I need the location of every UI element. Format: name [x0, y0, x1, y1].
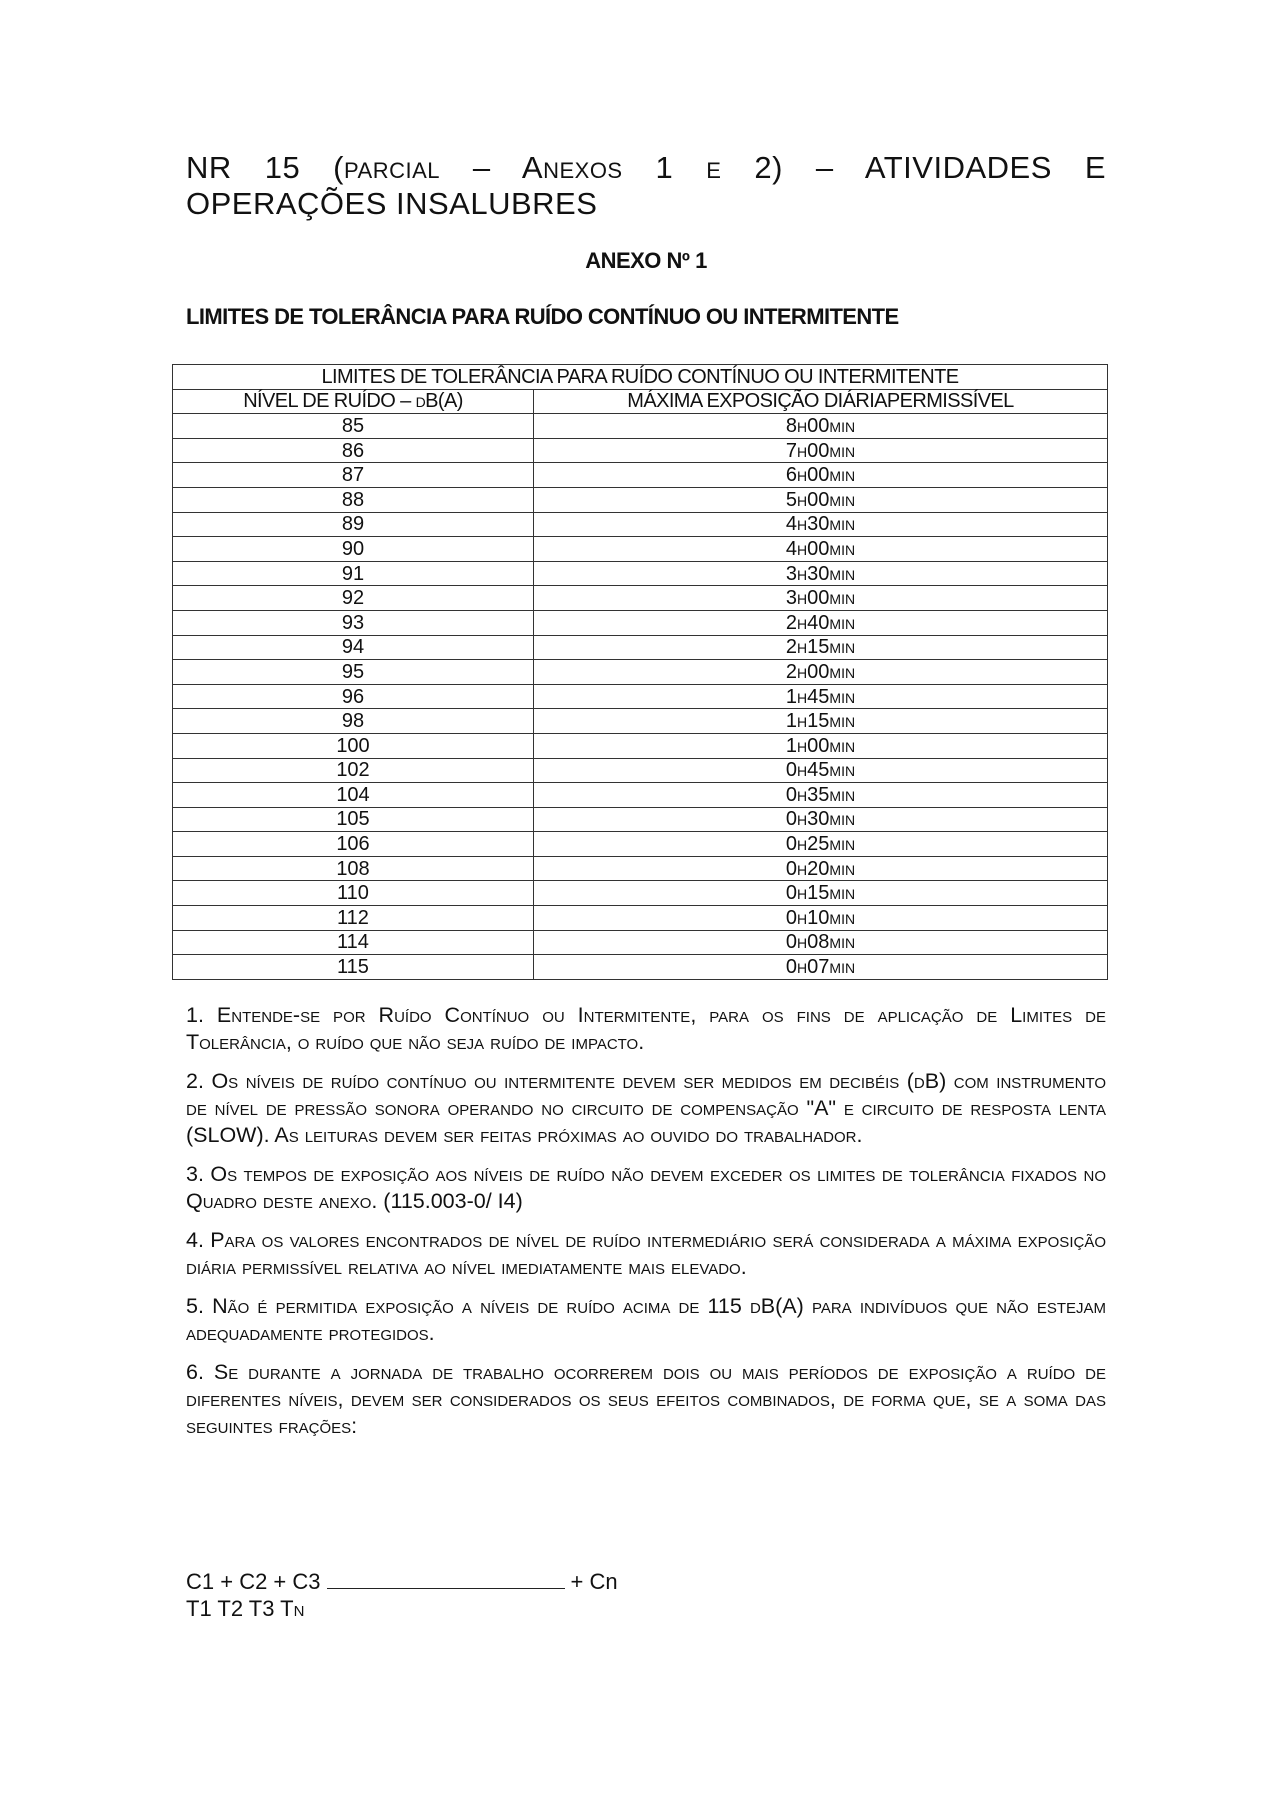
noise-level-cell: 90 — [173, 537, 534, 562]
annex-title: ANEXO Nº 1 — [585, 248, 707, 273]
numerator-right: + Cn — [570, 1569, 618, 1594]
table-row — [173, 955, 1108, 980]
noise-level-cell: 110 — [173, 881, 534, 906]
exposure-cell: 2h00min — [534, 660, 1108, 685]
note-paragraph: 1. Entende-se por Ruído Contínuo ou Intermitente, para os fins de aplicação de Limites de Tolerância, o ruído que não seja ruído de impacto. — [186, 1003, 1106, 1054]
noise-level-cell: 105 — [173, 807, 534, 832]
noise-level-cell: 100 — [173, 733, 534, 758]
noise-level-cell: 106 — [173, 832, 534, 857]
noise-level-cell: 108 — [173, 856, 534, 881]
exposure-cell: 0h45min — [534, 758, 1108, 783]
note-paragraph: 2. Os níveis de ruído contínuo ou intermitente devem ser medidos em decibéis (dB) com instrumento de nível de pressão sonora operando no circuito de compensação "A" e circuito de resposta lenta (SLOW). As leituras devem ser feitas próximas ao ouvido do trabalhador. — [186, 1069, 1106, 1147]
noise-level-cell: 94 — [173, 635, 534, 660]
exposure-cell: 4h30min — [534, 512, 1108, 537]
table-row — [173, 414, 1108, 439]
noise-level-cell: 86 — [173, 438, 534, 463]
note-paragraph: 4. Para os valores encontrados de nível de ruído intermediário será considerada a máxima exposição diária permissível relativa ao nível imediatamente mais elevado. — [186, 1228, 1106, 1279]
exposure-cell: 0h30min — [534, 807, 1108, 832]
table-row — [173, 807, 1108, 832]
noise-level-cell: 98 — [173, 709, 534, 734]
table-row — [173, 438, 1108, 463]
exposure-cell: 0h35min — [534, 783, 1108, 808]
section-heading: LIMITES DE TOLERÂNCIA PARA RUÍDO CONTÍNUO OU INTERMITENTE — [186, 304, 899, 329]
noise-level-cell: 95 — [173, 660, 534, 685]
note-paragraph: 3. Os tempos de exposição aos níveis de ruído não devem exceder os limites de tolerância fixados no Quadro deste anexo. (115.003-0/ I4) — [186, 1162, 1106, 1213]
noise-level-cell: 87 — [173, 463, 534, 488]
exposure-cell: 6h00min — [534, 463, 1108, 488]
formula-denominator: T1 T2 T3 Tn — [186, 1596, 305, 1621]
table-row — [173, 537, 1108, 562]
document-header — [186, 150, 1106, 330]
noise-level-cell: 88 — [173, 487, 534, 512]
page-title — [186, 150, 1106, 222]
exposure-cell: 4h00min — [534, 537, 1108, 562]
exposure-cell: 0h07min — [534, 955, 1108, 980]
exposure-cell: 1h00min — [534, 733, 1108, 758]
exposure-cell: 1h45min — [534, 684, 1108, 709]
noise-level-cell: 104 — [173, 783, 534, 808]
column-header-noise-level: NÍVEL DE RUÍDO – dB(A) — [173, 389, 534, 414]
noise-level-cell: 115 — [173, 955, 534, 980]
title-line-2: OPERAÇÕES INSALUBRES — [186, 186, 598, 221]
exposure-cell: 2h15min — [534, 635, 1108, 660]
exposure-cell: 0h08min — [534, 930, 1108, 955]
formula — [186, 1568, 618, 1622]
exposure-cell: 3h30min — [534, 561, 1108, 586]
table-row — [173, 783, 1108, 808]
noise-level-cell: 112 — [173, 906, 534, 931]
noise-level-cell: 102 — [173, 758, 534, 783]
exposure-cell: 3h00min — [534, 586, 1108, 611]
formula-numerator — [186, 1568, 618, 1595]
table-row — [173, 463, 1108, 488]
exposure-cell: 0h10min — [534, 906, 1108, 931]
table-caption: LIMITES DE TOLERÂNCIA PARA RUÍDO CONTÍNUO OU INTERMITENTE — [173, 365, 1108, 390]
exposure-cell: 7h00min — [534, 438, 1108, 463]
noise-level-cell: 93 — [173, 610, 534, 635]
table-row — [173, 709, 1108, 734]
table-row — [173, 758, 1108, 783]
noise-level-cell: 85 — [173, 414, 534, 439]
noise-level-cell: 89 — [173, 512, 534, 537]
note-paragraph: 5. Não é permitida exposição a níveis de ruído acima de 115 dB(A) para indivíduos que não estejam adequadamente protegidos. — [186, 1294, 1106, 1345]
exposure-cell: 0h15min — [534, 881, 1108, 906]
note-paragraph: 6. Se durante a jornada de trabalho ocorrerem dois ou mais períodos de exposição a ruído de diferentes níveis, devem ser considerados os seus efeitos combinados, de forma que, se a soma das seguintes frações: — [186, 1360, 1106, 1438]
table-row — [173, 660, 1108, 685]
noise-level-cell: 92 — [173, 586, 534, 611]
column-header-max-exposure: MÁXIMA EXPOSIÇÃO DIÁRIAPERMISSÍVEL — [534, 389, 1108, 414]
table-row — [173, 512, 1108, 537]
notes-section — [186, 1002, 1106, 1452]
exposure-cell: 0h20min — [534, 856, 1108, 881]
noise-level-cell: 114 — [173, 930, 534, 955]
numerator-left: C1 + C2 + C3 — [186, 1569, 321, 1594]
table-row — [173, 906, 1108, 931]
table-row — [173, 684, 1108, 709]
exposure-cell: 2h40min — [534, 610, 1108, 635]
table-row — [173, 856, 1108, 881]
table-row — [173, 586, 1108, 611]
table-row — [173, 832, 1108, 857]
table-row — [173, 733, 1108, 758]
title-line-1: NR 15 (parcial – Anexos 1 e 2) – ATIVIDADES E — [186, 150, 1106, 185]
table-row — [173, 610, 1108, 635]
exposure-cell: 5h00min — [534, 487, 1108, 512]
noise-level-cell: 91 — [173, 561, 534, 586]
table-row — [173, 635, 1108, 660]
exposure-cell: 1h15min — [534, 709, 1108, 734]
exposure-cell: 0h25min — [534, 832, 1108, 857]
noise-level-cell: 96 — [173, 684, 534, 709]
table-row — [173, 881, 1108, 906]
table-row — [173, 487, 1108, 512]
table-row — [173, 561, 1108, 586]
fraction-line — [327, 1570, 565, 1589]
tolerance-table — [172, 364, 1108, 980]
table-row — [173, 930, 1108, 955]
exposure-cell: 8h00min — [534, 414, 1108, 439]
